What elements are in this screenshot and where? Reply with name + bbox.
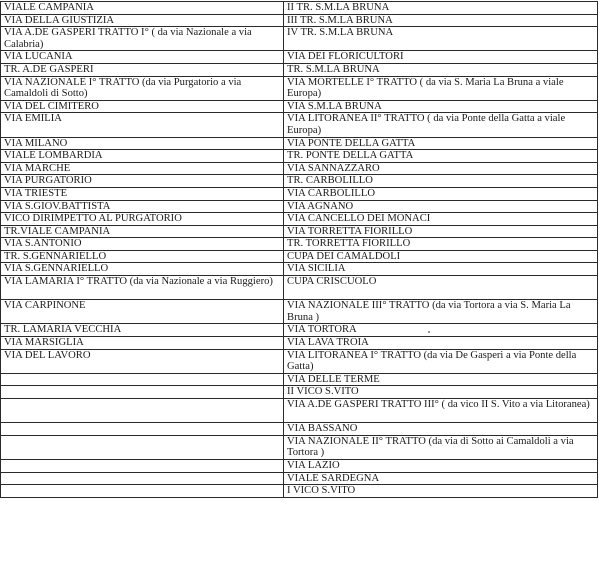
table-row [1,386,598,399]
table-cell-left: VIA A.DE GASPERI TRATTO I° ( da via Nazionale a via Calabria) [1,27,284,51]
table-row [1,349,598,373]
table-row [1,200,598,213]
table-cell-right: VIA LAVA TROIA [284,337,598,350]
table-cell-left [1,472,284,485]
table-cell-right: TR. S.M.LA BRUNA [284,63,598,76]
table-cell-right: VIA DELLE TERME [284,373,598,386]
table-cell-right: VIA AGNANO [284,200,598,213]
table-row [1,225,598,238]
table-cell-left: TR. S.GENNARIELLO [1,250,284,263]
table-row [1,300,598,324]
table-cell-right: CUPA CRISCUOLO [284,276,598,300]
table-row [1,100,598,113]
table-cell-right: TR. PONTE DELLA GATTA [284,150,598,163]
table-cell-left [1,399,284,423]
table-row [1,187,598,200]
table-row [1,175,598,188]
table-cell-left: VIA DEL LAVORO [1,349,284,373]
table-cell-right: II VICO S.VITO [284,386,598,399]
table-row [1,137,598,150]
table-cell-left: VIA TRIESTE [1,187,284,200]
table-cell-left: VIA MARCHE [1,162,284,175]
table-cell-right: III TR. S.M.LA BRUNA [284,14,598,27]
table-row [1,113,598,137]
table-cell-right: VIA CARBOLILLO [284,187,598,200]
table-cell-left: VIALE LOMBARDIA [1,150,284,163]
table-cell-right: VIA CANCELLO DEI MONACI [284,213,598,226]
table-cell-left: TR. A.DE GASPERI [1,63,284,76]
table-cell-left: VIA LUCANIA [1,51,284,64]
table-cell-right: VIALE SARDEGNA [284,472,598,485]
table-row [1,399,598,423]
table-row [1,213,598,226]
table-cell-left: VIALE CAMPANIA [1,2,284,15]
table-cell-left: VIA S.ANTONIO [1,238,284,251]
table-row [1,485,598,498]
table-row [1,63,598,76]
table-cell-left: VIA DEL CIMITERO [1,100,284,113]
table-cell-right: VIA TORRETTA FIORILLO [284,225,598,238]
table-cell-right: VIA DEI FLORICULTORI [284,51,598,64]
table-row [1,2,598,15]
street-list-table [0,1,598,498]
table-cell-right: II TR. S.M.LA BRUNA [284,2,598,15]
scan-speck [428,331,430,333]
table-row [1,276,598,300]
table-cell-left [1,459,284,472]
table-cell-right: VIA PONTE DELLA GATTA [284,137,598,150]
table-cell-left [1,423,284,436]
table-row [1,238,598,251]
table-cell-right: VIA MORTELLE I° TRATTO ( da via S. Maria La Bruna a viale Europa) [284,76,598,100]
table-cell-right: VIA BASSANO [284,423,598,436]
table-row [1,150,598,163]
table-cell-left [1,485,284,498]
table-row [1,324,598,337]
table-cell-left: VIA S.GENNARIELLO [1,263,284,276]
table-row [1,459,598,472]
table-cell-left: VIA NAZIONALE I° TRATTO (da via Purgatorio a via Camaldoli di Sotto) [1,76,284,100]
table-cell-right: VIA A.DE GASPERI TRATTO III° ( da vico II S. Vito a via Litoranea) [284,399,598,423]
table-row [1,51,598,64]
table-cell-right: VIA S.M.LA BRUNA [284,100,598,113]
table-cell-right: VIA LITORANEA I° TRATTO (da via De Gasperi a via Ponte della Gatta) [284,349,598,373]
table-cell-right: VIA TORTORA [284,324,598,337]
table-cell-left: TR.VIALE CAMPANIA [1,225,284,238]
table-cell-right: CUPA DEI CAMALDOLI [284,250,598,263]
table-row [1,435,598,459]
table-row [1,162,598,175]
table-row [1,14,598,27]
table-cell-right: VIA SANNAZZARO [284,162,598,175]
table-row [1,337,598,350]
table-cell-left [1,435,284,459]
table-cell-right: VIA NAZIONALE III° TRATTO (da via Tortora a via S. Maria La Bruna ) [284,300,598,324]
table-row [1,27,598,51]
table-cell-left: VIA MARSIGLIA [1,337,284,350]
table-cell-right: I VICO S.VITO [284,485,598,498]
table-row [1,76,598,100]
table-cell-right: VIA NAZIONALE II° TRATTO (da via di Sotto ai Camaldoli a via Tortora ) [284,435,598,459]
table-row [1,373,598,386]
table-cell-left: VIA DELLA GIUSTIZIA [1,14,284,27]
table-cell-left: VIA CARPINONE [1,300,284,324]
table-row [1,423,598,436]
table-cell-left: VICO DIRIMPETTO AL PURGATORIO [1,213,284,226]
table-row [1,250,598,263]
table-cell-left: VIA S.GIOV.BATTISTA [1,200,284,213]
table-cell-right: VIA SICILIA [284,263,598,276]
table-cell-right: VIA LITORANEA II° TRATTO ( da via Ponte della Gatta a viale Europa) [284,113,598,137]
table-cell-left [1,373,284,386]
table-cell-left: VIA LAMARIA I° TRATTO (da via Nazionale a via Ruggiero) [1,276,284,300]
table-cell-left: TR. LAMARIA VECCHIA [1,324,284,337]
table-row [1,263,598,276]
table-cell-left: VIA EMILIA [1,113,284,137]
table-cell-right: VIA LAZIO [284,459,598,472]
table-cell-left: VIA PURGATORIO [1,175,284,188]
table-row [1,472,598,485]
table-cell-right: TR. TORRETTA FIORILLO [284,238,598,251]
table-cell-left: VIA MILANO [1,137,284,150]
table-cell-left [1,386,284,399]
table-cell-right: IV TR. S.M.LA BRUNA [284,27,598,51]
table-cell-right: TR. CARBOLILLO [284,175,598,188]
